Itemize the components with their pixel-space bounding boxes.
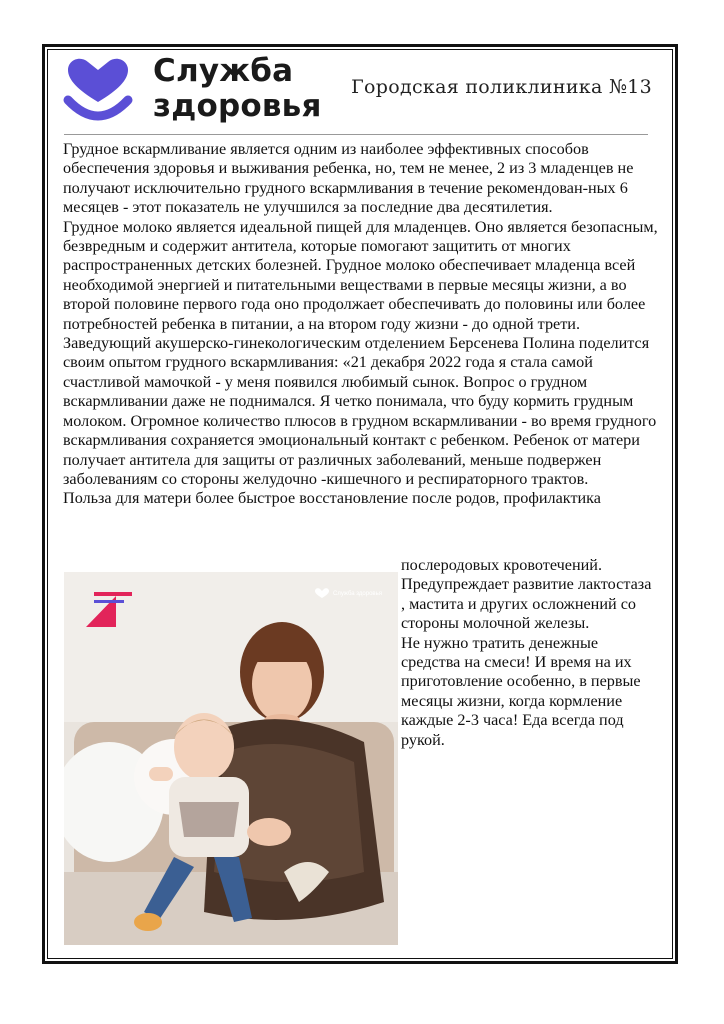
paragraph-1: Грудное вскармливание является одним из наиболее эффективных способов обеспечения здоровья и выживания ребенка, но, тем не менее, 2 из 3 младенцев не получают исключительно грудного вскармливания в течение рекомендован-ных 6 месяцев - этот показатель не улучшился за последние два десятилетия. bbox=[63, 140, 634, 217]
brand-line-1: Служба bbox=[153, 53, 294, 89]
paragraph-4: Польза для матери более быстрое восстановление после родов, профилактика bbox=[63, 489, 601, 508]
mother-and-child-photo bbox=[64, 572, 398, 945]
side-paragraph-2: Предупреждает развитие лактостаза , мастита и других осложнений со стороны молочной железы. bbox=[401, 575, 652, 633]
header-divider bbox=[64, 134, 648, 135]
article-body bbox=[63, 140, 658, 509]
photo-badge-text: Служба здоровья bbox=[333, 591, 382, 597]
brand-name bbox=[153, 54, 322, 124]
clinic-name: Городская поликлиника №13 bbox=[351, 76, 652, 98]
paragraph-3: Заведующий акушерско-гинекологическим отделением Берсенева Полина поделится своим опытом грудного вскармливания: «21 декабря 2022 года я стала самой счастливой мамочкой - у меня появился любимый сынок. Вопрос о грудном вскармливании даже не поднимался. Я четко понимала, что буду кормить грудным молоком. Огромное количество плюсов в грудном вскармливании - во время грудного вскармливания сохраняется эмоциональный контакт с ребенком. Ребенок от матери получает антитела для защиты от различных заболеваний, меньше подвержен заболеваниям со стороны желудочно -кишечного и респираторного трактов. bbox=[63, 334, 657, 488]
paragraph-2: Грудное молоко является идеальной пищей для младенцев. Оно является безопасным, безвредным и содержит антитела, которые помогают защитить от многих распространенных детских болезней. Грудное молоко обеспечивает младенца всей необходимой энергией и питательными веществами в первые месяцы жизни, а во второй половине первого года оно продолжает обеспечивать до половины или более потребностей ребенка в питании, а на втором году жизни - до одной трети. bbox=[63, 217, 658, 333]
side-paragraph-1: послеродовых кровотечений. bbox=[401, 556, 602, 574]
side-column bbox=[401, 556, 659, 750]
brand-line-2: здоровья bbox=[153, 88, 322, 124]
side-paragraph-3: Не нужно тратить денежные средства на смеси! И время на их приготовление особенно, в первые месяцы жизни, когда кормление каждые 2-3 часа! Еда всегда под рукой. bbox=[401, 633, 641, 749]
